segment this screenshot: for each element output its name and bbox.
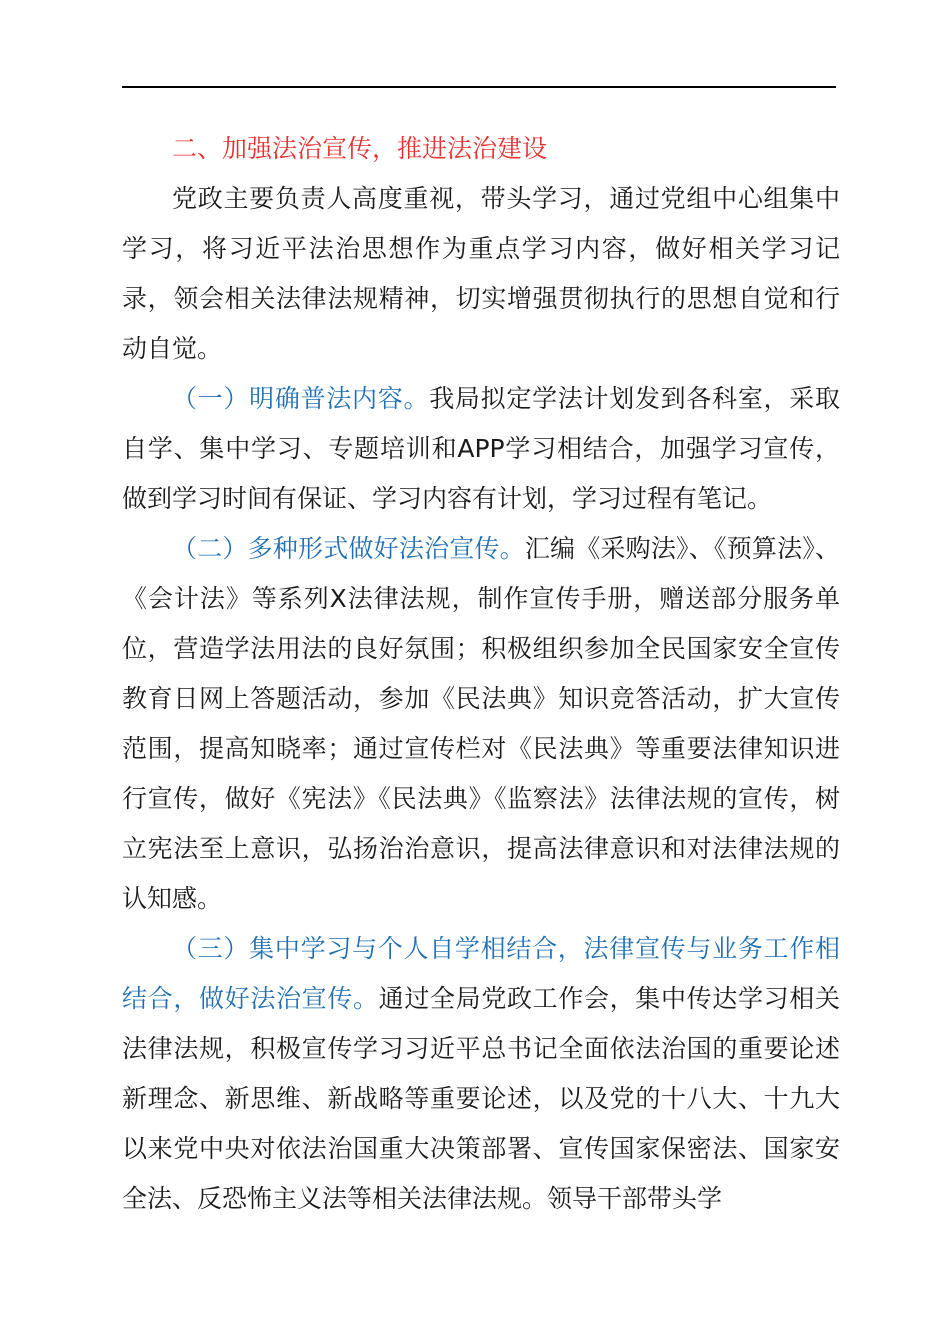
document-body (122, 124, 840, 1224)
item-1-body: 我局拟定学法计划发到各科室，采取自学、集中学习、专题培训和APP学习相结合，加强学习宣传，做到学习时间有保证、学习内容有计划，学习过程有笔记。 (122, 384, 840, 513)
paragraph-item-3 (122, 924, 840, 1224)
item-3-body: 通过全局党政工作会，集中传达学习相关法律法规，积极宣传学习习近平总书记全面依法治国的重要论述新理念、新思维、新战略等重要论述，以及党的十八大、十九大以来党中央对依法治国重大决策部署、宣传国家保密法、国家安全法、反恐怖主义法等相关法律法规。领导干部带头学 (122, 984, 840, 1213)
item-2-body: 汇编《采购法》、《预算法》、《会计法》等系列X法律法规，制作宣传手册，赠送部分服务单位，营造学法用法的良好氛围；积极组织参加全民国家安全宣传教育日网上答题活动，参加《民法典》知识竞答活动，扩大宣传范围，提高知晓率；通过宣传栏对《民法典》等重要法律知识进行宣传，做好《宪法》《民法典》《监察法》法律法规的宣传，树立宪法至上意识，弘扬治治意识，提高法律意识和对法律法规的认知感。 (122, 534, 840, 913)
paragraph-item-1 (122, 374, 840, 524)
item-3-heading: （三）集中学习与个人自学相结合，法律宣传与业务工作相结合，做好法治宣传。 (122, 934, 840, 1013)
header-rule (122, 86, 836, 88)
item-1-heading: （一）明确普法内容。 (172, 384, 430, 413)
section-heading: 二、加强法治宣传，推进法治建设 (172, 134, 548, 163)
intro-paragraph: 党政主要负责人高度重视，带头学习，通过党组中心组集中学习，将习近平法治思想作为重点学习内容，做好相关学习记录，领会相关法律法规精神，切实增强贯彻执行的思想自觉和行动自觉。 (122, 184, 840, 363)
paragraph-item-2 (122, 524, 840, 924)
item-2-heading: （二）多种形式做好法治宣传。 (172, 534, 525, 563)
